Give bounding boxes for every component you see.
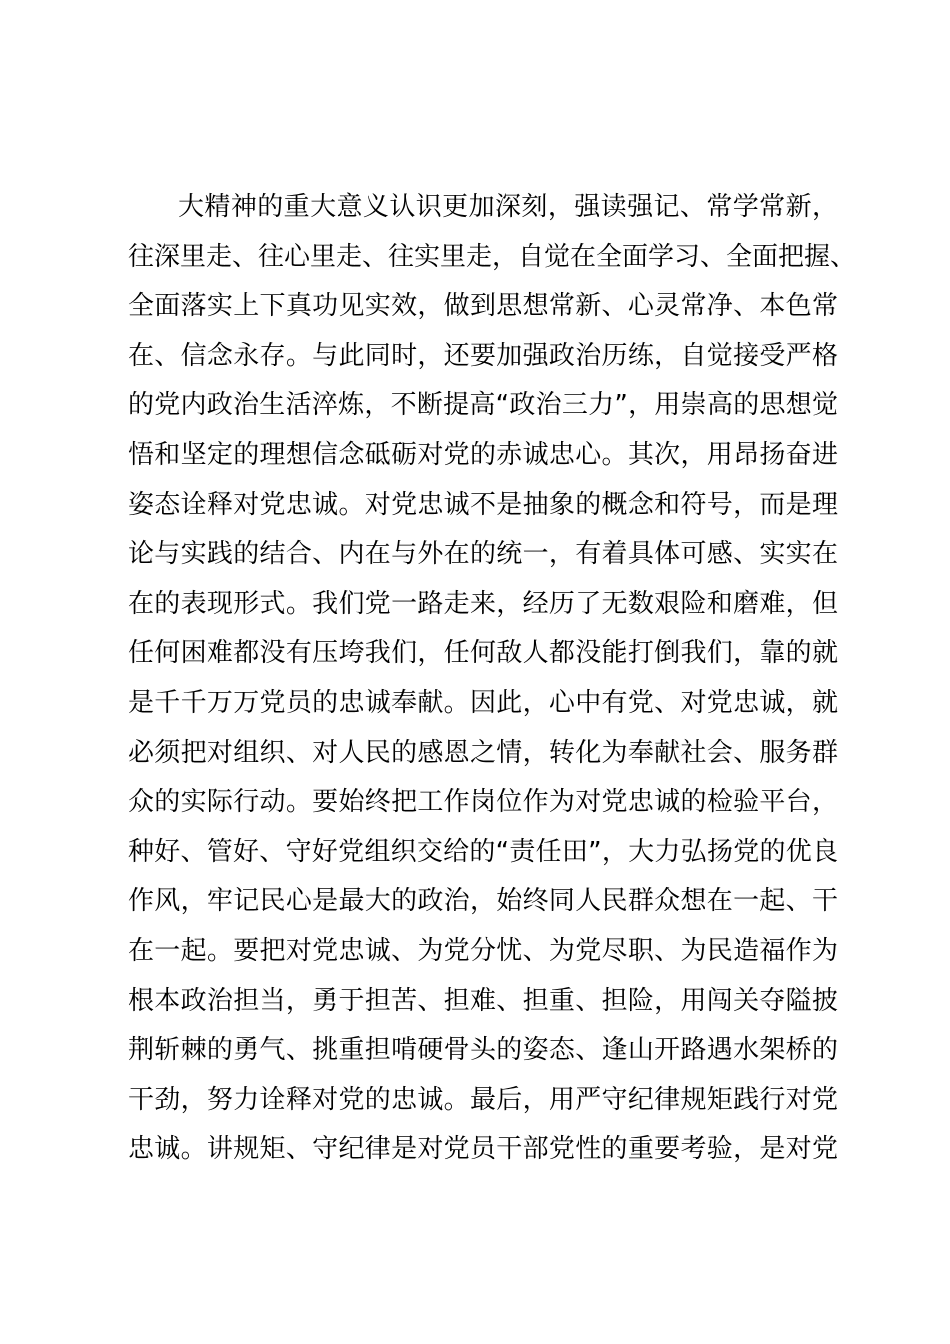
text-line: 在的表现形式。我们党一路走来，经历了无数艰险和磨难，但 xyxy=(128,588,838,619)
text-line: 种好、管好、守好党组织交给的“责任田”，大力弘扬党的优良 xyxy=(128,836,838,867)
text-line: 悟和坚定的理想信念砥砺对党的赤诚忠心。其次，用昂扬奋进 xyxy=(128,439,838,470)
text-line: 必须把对组织、对人民的感恩之情，转化为奉献社会、服务群 xyxy=(128,737,838,768)
text-line: 根本政治担当，勇于担苦、担难、担重、担险，用闯关夺隘披 xyxy=(128,985,838,1016)
text-line: 往深里走、往心里走、往实里走，自觉在全面学习、全面把握、 xyxy=(128,241,857,272)
text-line: 荆斩棘的勇气、挑重担啃硬骨头的姿态、逢山开路遇水架桥的 xyxy=(128,1035,838,1066)
text-line: 在一起。要把对党忠诚、为党分忧、为党尽职、为民造福作为 xyxy=(128,935,838,966)
text-line: 大精神的重大意义认识更加深刻，强读强记、常学常新， xyxy=(178,192,838,222)
text-line: 姿态诠释对党忠诚。对党忠诚不是抽象的概念和符号，而是理 xyxy=(128,489,838,520)
text-line: 干劲，努力诠释对党的忠诚。最后，用严守纪律规矩践行对党 xyxy=(128,1084,838,1115)
text-line: 任何困难都没有压垮我们，任何敌人都没能打倒我们，靠的就 xyxy=(128,638,838,669)
text-line: 是千千万万党员的忠诚奉献。因此，心中有党、对党忠诚，就 xyxy=(128,687,838,718)
text-line: 的党内政治生活淬炼，不断提高“政治三力”，用崇高的思想觉 xyxy=(128,390,838,421)
body-paragraph xyxy=(128,183,857,1175)
text-line: 论与实践的结合、内在与外在的统一，有着具体可感、实实在 xyxy=(128,539,838,570)
text-line: 全面落实上下真功见实效，做到思想常新、心灵常净、本色常 xyxy=(128,291,838,322)
text-line: 作风，牢记民心是最大的政治，始终同人民群众想在一起、干 xyxy=(128,886,838,917)
text-line: 在、信念永存。与此同时，还要加强政治历练，自觉接受严格 xyxy=(128,340,838,371)
text-line: 忠诚。讲规矩、守纪律是对党员干部党性的重要考验，是对党 xyxy=(128,1134,838,1165)
text-line: 众的实际行动。要始终把工作岗位作为对党忠诚的检验平台， xyxy=(128,787,838,818)
